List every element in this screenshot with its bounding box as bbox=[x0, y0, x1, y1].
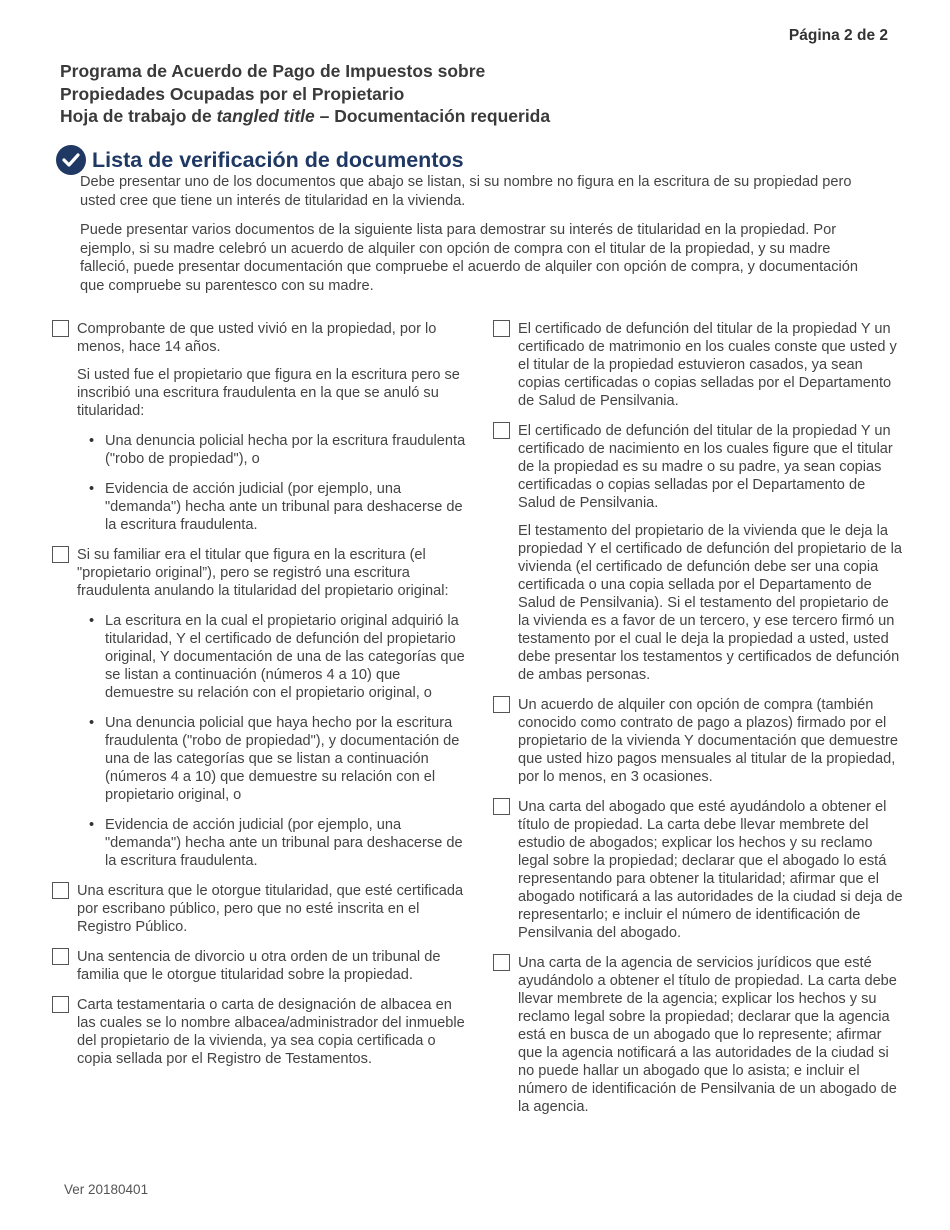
intro-paragraph-1: Debe presentar uno de los documentos que abajo se listan, si su nombre no figura en la escritura de su propiedad pero usted cree que tiene un interés de titularidad en la vivienda. bbox=[80, 174, 852, 209]
bullet-item bbox=[77, 432, 470, 468]
page-number: Página 2 de 2 bbox=[788, 27, 888, 44]
checklist-item bbox=[493, 798, 903, 942]
intro-paragraph-2: Puede presentar varios documentos de la siguiente lista para demostrar su interés de titularidad en la propiedad. Por ejemplo, si su madre celebró un acuerdo de alquiler con opción de compra con el titular de la propiedad, y su madre falleció, puede presentar documentación que compruebe el acuerdo de alquiler con opción de compra, y documentación que compruebe su parentesco con su madre. bbox=[80, 222, 859, 294]
checklist-section bbox=[56, 145, 906, 175]
header-line-3-italic: tangled title bbox=[216, 106, 315, 126]
checkbox[interactable] bbox=[52, 948, 69, 965]
checklist-item bbox=[493, 696, 903, 786]
item-text: Un acuerdo de alquiler con opción de compra (también conocido como contrato de pago a plazos) firmado por el propietario de la vivienda Y documentación que demuestre que usted hizo pagos mensuales al titular de la propiedad, por lo menos, en 3 ocasiones. bbox=[518, 697, 898, 785]
checklist-item bbox=[52, 996, 470, 1068]
header-line-1: Programa de Acuerdo de Pago de Impuestos sobre bbox=[60, 61, 486, 81]
checkbox[interactable] bbox=[493, 696, 510, 713]
checkbox[interactable] bbox=[52, 996, 69, 1013]
item-subparagraph: El testamento del propietario de la vivienda que le deja la propiedad Y el certificado de defunción del propietario de la vivienda (el certificado de defunción debe ser una copia certificada o una copia sellada por el Departamento de Salud de Pensilvania). Si el testamento del propietario de la vivienda es a favor de un tercero, y ese tercero firmó un testamento por el cual le deja la propiedad a usted, usted debe presentar los testamentos y certificados de defunción de ambas personas. bbox=[518, 523, 903, 683]
checklist-item bbox=[493, 422, 903, 684]
bullet-item bbox=[77, 816, 470, 870]
header-line-3-prefix: Hoja de trabajo de bbox=[60, 106, 217, 126]
checklist-item bbox=[493, 320, 903, 410]
right-column bbox=[493, 320, 903, 1128]
item-text: El certificado de defunción del titular de la propiedad Y un certificado de nacimiento en los cuales figure que el titular de la propiedad es su madre o su padre, ya sean copias certificadas o copias selladas por el Departamento de Salud de Pensilvania. bbox=[518, 423, 893, 511]
checkbox[interactable] bbox=[52, 546, 69, 563]
checklist-item bbox=[52, 948, 470, 984]
check-circle-icon bbox=[56, 145, 86, 175]
checklist-item bbox=[52, 882, 470, 936]
bullet-text: • Evidencia de acción judicial (por ejemplo, una "demanda") hecha ante un tribunal para deshacerse de la escritura fraudulenta. bbox=[105, 481, 463, 533]
bullet-item bbox=[77, 612, 470, 702]
item-text: Una sentencia de divorcio u otra orden de un tribunal de familia que le otorgue titularidad sobre la propiedad. bbox=[77, 949, 441, 983]
bullet-text: • La escritura en la cual el propietario original adquirió la titularidad, Y el certificado de defunción del propietario original, Y documentación de una de las categorías que se listan a continuación (números 4 a 10) que demuestre su relación con el propietario original, o bbox=[105, 613, 465, 701]
header-line-3 bbox=[60, 105, 760, 128]
bullet-text: • Evidencia de acción judicial (por ejemplo, una "demanda") hecha ante un tribunal para deshacerse de la escritura fraudulenta. bbox=[105, 817, 463, 869]
checkbox[interactable] bbox=[493, 954, 510, 971]
section-title-row bbox=[56, 145, 906, 175]
checkbox[interactable] bbox=[52, 320, 69, 337]
item-text: Una carta de la agencia de servicios jurídicos que esté ayudándolo a obtener el título de propiedad. La carta debe llevar membrete de la agencia; explicar los hechos y su reclamo legal sobre la propiedad; declarar que la agencia está en busca de un abogado que lo represente; afirmar que la agencia notificará a las autoridades de la ciudad si no puede hallar un abogado que lo asista; e incluir el número de identificación de Pensilvania de un abogado de la agencia. bbox=[518, 955, 897, 1115]
checklist-item bbox=[52, 546, 470, 870]
bullet-text: • Una denuncia policial que haya hecho por la escritura fraudulenta ("robo de propiedad"), y documentación de una de las categorías que se listan a continuación (números 4 a 10) que demuestre su relación con el propietario original, o bbox=[105, 715, 460, 803]
checkbox[interactable] bbox=[52, 882, 69, 899]
document-header bbox=[60, 60, 760, 128]
item-text: Una carta del abogado que esté ayudándolo a obtener el título de propiedad. La carta debe llevar membrete del estudio de abogados; explicar los hechos y su reclamo legal sobre la propiedad; declarar que el abogado lo está representando para obtener la titularidad; afirmar que el abogado notificará a las autoridades de la ciudad si deja de representarlo; e incluir el número de identificación de Pensilvania del abogado. bbox=[518, 799, 903, 941]
checkbox[interactable] bbox=[493, 798, 510, 815]
item-text: Comprobante de que usted vivió en la propiedad, por lo menos, hace 14 años. bbox=[77, 321, 437, 355]
checkbox[interactable] bbox=[493, 320, 510, 337]
header-line-3-suffix: – Documentación requerida bbox=[314, 106, 551, 126]
left-column bbox=[52, 320, 470, 1080]
bullet-text: • Una denuncia policial hecha por la escritura fraudulenta ("robo de propiedad"), o bbox=[105, 433, 466, 467]
item-subparagraph: Si usted fue el propietario que figura en la escritura pero se inscribió una escritura fraudulenta en la que se anuló su titularidad: bbox=[77, 367, 460, 419]
bullet-item bbox=[77, 480, 470, 534]
checklist-item bbox=[493, 954, 903, 1116]
checkbox[interactable] bbox=[493, 422, 510, 439]
item-text: Si su familiar era el titular que figura en la escritura (el "propietario original”), pero se registró una escritura fraudulenta anulando la titularidad del propietario original: bbox=[77, 547, 449, 599]
bullet-item bbox=[77, 714, 470, 804]
header-line-2: Propiedades Ocupadas por el Propietario bbox=[60, 83, 405, 104]
item-text: Carta testamentaria o carta de designación de albacea en las cuales se lo nombre albacea/administrador del inmueble del propietario de la vivienda, ya sea copia certificada o copia sellada por el Registro de Testamentos. bbox=[77, 997, 465, 1067]
item-text: Una escritura que le otorgue titularidad, que esté certificada por escribano público, pero que no esté inscrita en el Registro Público. bbox=[77, 883, 464, 935]
checklist-item bbox=[52, 320, 470, 534]
item-text: El certificado de defunción del titular de la propiedad Y un certificado de matrimonio en los cuales conste que usted y el titular de la propiedad estuvieron casados, ya sean copias certificadas o copias selladas por el Departamento de Salud de Pensilvania. bbox=[518, 321, 897, 409]
section-title: Lista de verificación de documentos bbox=[92, 147, 464, 172]
version-label: Ver 20180401 bbox=[64, 1182, 149, 1197]
